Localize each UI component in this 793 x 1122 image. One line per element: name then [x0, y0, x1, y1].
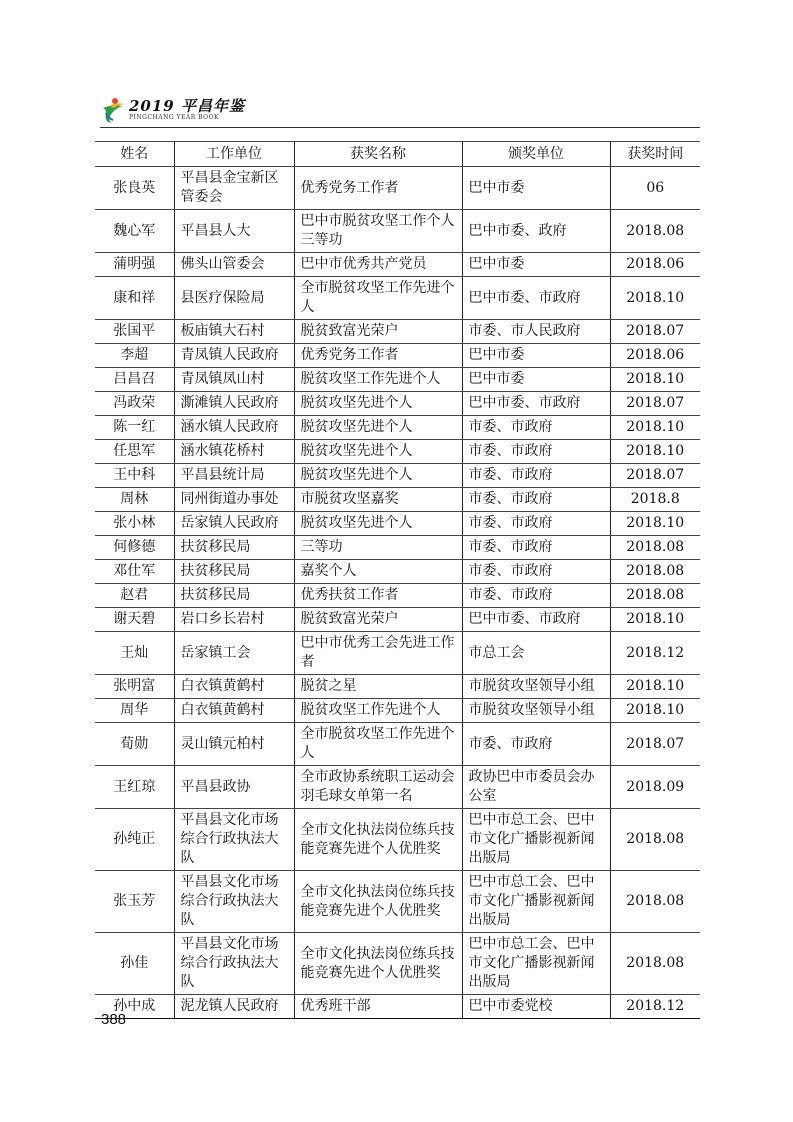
cell-name: 陈一红: [95, 416, 174, 440]
table-row: [95, 277, 700, 320]
cell-award-name: 脱贫致富光荣户: [294, 320, 462, 344]
table-row: [95, 809, 700, 871]
cell-awarding-body: 市委、市政府: [462, 464, 610, 488]
cell-award-name: 巴中市脱贫攻坚工作个人三等功: [294, 210, 462, 253]
cell-award-name: 全市文化执法岗位练兵技能竞赛先进个人优胜奖: [294, 933, 462, 995]
cell-work-unit: 扶贫移民局: [174, 560, 294, 584]
table-row: [95, 210, 700, 253]
cell-name: 孙中成: [95, 995, 174, 1019]
cell-award-date: 2018.10: [610, 512, 700, 536]
cell-name: 魏心军: [95, 210, 174, 253]
table-row: [95, 488, 700, 512]
table-row: [95, 253, 700, 277]
cell-award-date: 2018.08: [610, 584, 700, 608]
table-row: [95, 392, 700, 416]
cell-award-name: 巴中市优秀共产党员: [294, 253, 462, 277]
cell-awarding-body: 市委、市人民政府: [462, 320, 610, 344]
cell-award-name: 脱贫攻坚先进个人: [294, 464, 462, 488]
cell-awarding-body: 巴中市委、政府: [462, 210, 610, 253]
table-row: [95, 871, 700, 933]
cell-work-unit: 涵水镇人民政府: [174, 416, 294, 440]
cell-awarding-body: 巴中市总工会、巴中市文化广播影视新闻出版局: [462, 871, 610, 933]
cell-award-date: 2018.10: [610, 277, 700, 320]
cell-work-unit: 扶贫移民局: [174, 584, 294, 608]
cell-work-unit: 平昌县文化市场综合行政执法大队: [174, 871, 294, 933]
cell-name: 康和祥: [95, 277, 174, 320]
cell-name: 张明富: [95, 675, 174, 699]
cell-award-name: 优秀扶贫工作者: [294, 584, 462, 608]
cell-name: 谢天碧: [95, 608, 174, 632]
cell-work-unit: 白衣镇黄鹤村: [174, 699, 294, 723]
cell-name: 李超: [95, 344, 174, 368]
cell-work-unit: 岳家镇人民政府: [174, 512, 294, 536]
cell-award-date: 2018.07: [610, 392, 700, 416]
awards-table: [95, 141, 700, 1019]
cell-awarding-body: 政协巴中市委员会办公室: [462, 766, 610, 809]
cell-award-date: 2018.07: [610, 464, 700, 488]
cell-award-date: 2018.08: [610, 809, 700, 871]
cell-work-unit: 涵水镇花桥村: [174, 440, 294, 464]
cell-name: 吕昌召: [95, 368, 174, 392]
cell-award-date: 2018.07: [610, 723, 700, 766]
cell-name: 周华: [95, 699, 174, 723]
cell-award-name: 脱贫攻坚先进个人: [294, 440, 462, 464]
cell-award-name: 脱贫攻坚先进个人: [294, 512, 462, 536]
cell-awarding-body: 巴中市委、市政府: [462, 277, 610, 320]
cell-award-name: 全市政协系统职工运动会羽毛球女单第一名: [294, 766, 462, 809]
column-header-name: 姓名: [95, 142, 174, 167]
table-row: [95, 584, 700, 608]
cell-awarding-body: 巴中市委: [462, 167, 610, 210]
table-row: [95, 995, 700, 1019]
table-row: [95, 512, 700, 536]
cell-award-name: 优秀党务工作者: [294, 344, 462, 368]
cell-awarding-body: 市委、市政府: [462, 536, 610, 560]
cell-award-name: 脱贫之星: [294, 675, 462, 699]
cell-work-unit: 县医疗保险局: [174, 277, 294, 320]
cell-work-unit: 青凤镇凤山村: [174, 368, 294, 392]
page-number: 388: [101, 1011, 127, 1028]
cell-awarding-body: 市脱贫攻坚领导小组: [462, 699, 610, 723]
cell-work-unit: 同州街道办事处: [174, 488, 294, 512]
cell-awarding-body: 巴中市委、市政府: [462, 392, 610, 416]
cell-award-name: 脱贫攻坚工作先进个人: [294, 699, 462, 723]
cell-award-name: 脱贫攻坚先进个人: [294, 416, 462, 440]
column-header-awarding-body: 颁奖单位: [462, 142, 610, 167]
cell-awarding-body: 市委、市政府: [462, 416, 610, 440]
cell-awarding-body: 巴中市委: [462, 344, 610, 368]
table-row: [95, 632, 700, 675]
cell-work-unit: 青凤镇人民政府: [174, 344, 294, 368]
cell-name: 王灿: [95, 632, 174, 675]
cell-award-name: 嘉奖个人: [294, 560, 462, 584]
table-row: [95, 320, 700, 344]
cell-name: 张玉芳: [95, 871, 174, 933]
column-header-award-name: 获奖名称: [294, 142, 462, 167]
cell-award-date: 2018.06: [610, 253, 700, 277]
cell-name: 张小林: [95, 512, 174, 536]
cell-award-date: 2018.10: [610, 608, 700, 632]
cell-work-unit: 扶贫移民局: [174, 536, 294, 560]
cell-award-name: 优秀班干部: [294, 995, 462, 1019]
cell-work-unit: 泥龙镇人民政府: [174, 995, 294, 1019]
cell-awarding-body: 巴中市委、市政府: [462, 608, 610, 632]
table-row: [95, 464, 700, 488]
table-row: [95, 766, 700, 809]
cell-award-date: 2018.08: [610, 871, 700, 933]
yearbook-logo: [100, 94, 245, 126]
cell-awarding-body: 市委、市政府: [462, 723, 610, 766]
cell-award-date: 2018.07: [610, 320, 700, 344]
cell-work-unit: 平昌县政协: [174, 766, 294, 809]
cell-award-date: 06: [610, 167, 700, 210]
cell-awarding-body: 市委、市政府: [462, 584, 610, 608]
cell-name: 周林: [95, 488, 174, 512]
cell-awarding-body: 市委、市政府: [462, 440, 610, 464]
cell-name: 何修德: [95, 536, 174, 560]
table-row: [95, 440, 700, 464]
cell-name: 张良英: [95, 167, 174, 210]
cell-award-date: 2018.06: [610, 344, 700, 368]
table-row: [95, 699, 700, 723]
table-row: [95, 560, 700, 584]
cell-award-date: 2018.8: [610, 488, 700, 512]
cell-award-name: 脱贫致富光荣户: [294, 608, 462, 632]
cell-award-date: 2018.12: [610, 995, 700, 1019]
cell-award-date: 2018.08: [610, 536, 700, 560]
cell-award-name: 全市文化执法岗位练兵技能竞赛先进个人优胜奖: [294, 871, 462, 933]
logo-title: 2019 平昌年鉴: [129, 97, 245, 115]
cell-work-unit: 佛头山管委会: [174, 253, 294, 277]
cell-award-name: 三等功: [294, 536, 462, 560]
table-row: [95, 933, 700, 995]
cell-work-unit: 平昌县文化市场综合行政执法大队: [174, 809, 294, 871]
cell-name: 赵君: [95, 584, 174, 608]
table-row: [95, 608, 700, 632]
cell-awarding-body: 市委、市政府: [462, 560, 610, 584]
cell-awarding-body: 市委、市政府: [462, 512, 610, 536]
table-row: [95, 344, 700, 368]
cell-work-unit: 平昌县金宝新区管委会: [174, 167, 294, 210]
cell-award-date: 2018.10: [610, 368, 700, 392]
cell-awarding-body: 市委、市政府: [462, 488, 610, 512]
logo-emblem-icon: [100, 96, 126, 124]
cell-work-unit: 平昌县统计局: [174, 464, 294, 488]
cell-work-unit: 平昌县人大: [174, 210, 294, 253]
cell-award-name: 全市脱贫攻坚工作先进个人: [294, 277, 462, 320]
cell-name: 任思军: [95, 440, 174, 464]
cell-awarding-body: 巴中市委党校: [462, 995, 610, 1019]
cell-name: 蒲明强: [95, 253, 174, 277]
table-header-row: [95, 142, 700, 167]
cell-name: 荀勋: [95, 723, 174, 766]
cell-work-unit: 白衣镇黄鹤村: [174, 675, 294, 699]
cell-award-date: 2018.09: [610, 766, 700, 809]
cell-award-date: 2018.08: [610, 560, 700, 584]
column-header-award-date: 获奖时间: [610, 142, 700, 167]
cell-award-name: 市脱贫攻坚嘉奖: [294, 488, 462, 512]
cell-award-name: 全市文化执法岗位练兵技能竞赛先进个人优胜奖: [294, 809, 462, 871]
table-row: [95, 416, 700, 440]
cell-work-unit: 平昌县文化市场综合行政执法大队: [174, 933, 294, 995]
table-row: [95, 536, 700, 560]
header-rule: [100, 127, 700, 128]
cell-awarding-body: 市总工会: [462, 632, 610, 675]
cell-award-name: 脱贫攻坚工作先进个人: [294, 368, 462, 392]
logo-subtitle: PINGCHANG YEAR BOOK: [129, 114, 219, 121]
cell-work-unit: 岩口乡长岩村: [174, 608, 294, 632]
cell-name: 张国平: [95, 320, 174, 344]
cell-award-date: 2018.12: [610, 632, 700, 675]
cell-award-name: 全市脱贫攻坚工作先进个人: [294, 723, 462, 766]
cell-name: 孙佳: [95, 933, 174, 995]
cell-awarding-body: 巴中市总工会、巴中市文化广播影视新闻出版局: [462, 933, 610, 995]
cell-work-unit: 岳家镇工会: [174, 632, 294, 675]
cell-name: 孙纯正: [95, 809, 174, 871]
cell-name: 邓仕军: [95, 560, 174, 584]
cell-work-unit: 灵山镇元柏村: [174, 723, 294, 766]
cell-award-date: 2018.08: [610, 210, 700, 253]
cell-award-name: 脱贫攻坚先进个人: [294, 392, 462, 416]
cell-award-date: 2018.08: [610, 933, 700, 995]
cell-awarding-body: 市脱贫攻坚领导小组: [462, 675, 610, 699]
cell-name: 冯政荣: [95, 392, 174, 416]
cell-award-date: 2018.10: [610, 675, 700, 699]
cell-name: 王红琼: [95, 766, 174, 809]
table-row: [95, 167, 700, 210]
table-row: [95, 368, 700, 392]
cell-award-date: 2018.10: [610, 416, 700, 440]
cell-awarding-body: 巴中市委: [462, 368, 610, 392]
cell-work-unit: 板庙镇大石村: [174, 320, 294, 344]
cell-award-date: 2018.10: [610, 440, 700, 464]
cell-award-name: 优秀党务工作者: [294, 167, 462, 210]
cell-work-unit: 澌滩镇人民政府: [174, 392, 294, 416]
column-header-work-unit: 工作单位: [174, 142, 294, 167]
cell-award-name: 巴中市优秀工会先进工作者: [294, 632, 462, 675]
cell-awarding-body: 巴中市委: [462, 253, 610, 277]
table-row: [95, 675, 700, 699]
table-row: [95, 723, 700, 766]
cell-award-date: 2018.10: [610, 699, 700, 723]
cell-name: 王中科: [95, 464, 174, 488]
cell-awarding-body: 巴中市总工会、巴中市文化广播影视新闻出版局: [462, 809, 610, 871]
